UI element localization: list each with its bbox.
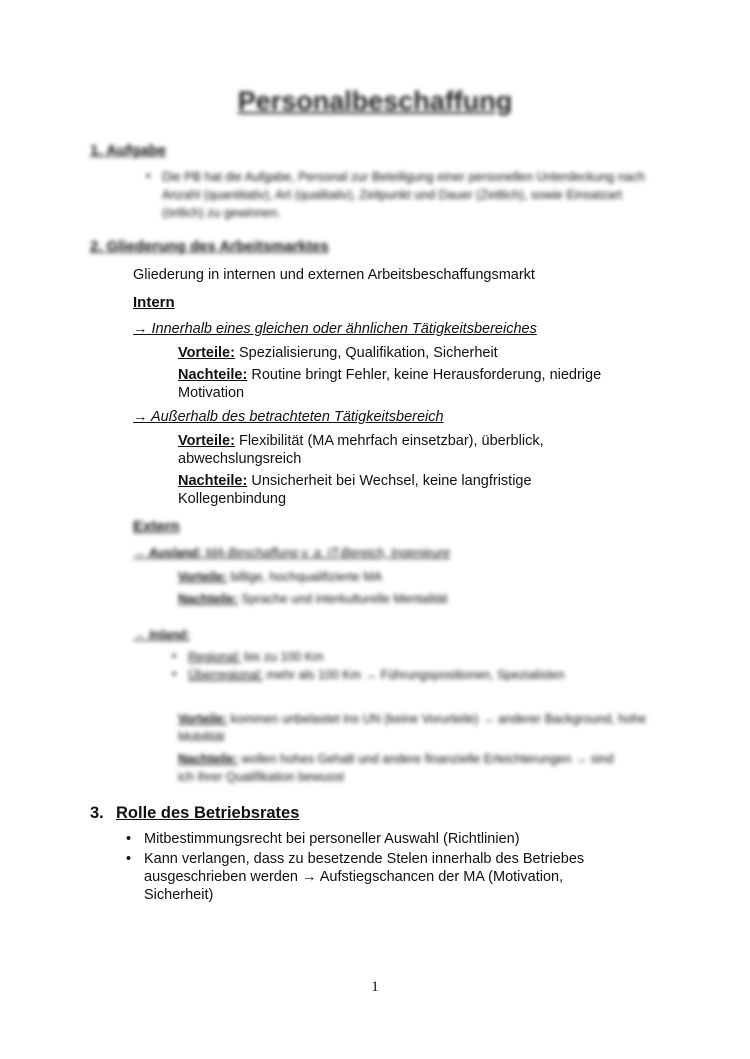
extern-label: Extern bbox=[133, 518, 180, 535]
section-1-text: • Die PB hat die Aufgabe, Personal zur Beteiligung einer personellen Unterdeckung nach Anzahl (quantitativ), Art (qualitativ), Zeitpunkt und Dauer (Zeitlich), sowie Einsatzart (örtlich) zu gewinnen. bbox=[146, 168, 651, 222]
section-1-heading: 1. Aufgabe bbox=[90, 142, 167, 159]
section-1-body bbox=[146, 168, 651, 222]
inland-vorteile: Vorteile: kommen unbelastet ins UN (keine Vorurteile) → anderer Background, hohe Mobilität bbox=[178, 712, 647, 744]
intern-b-nachteile-cont: Kollegenbindung bbox=[178, 491, 287, 507]
intern-b-vorteile: Vorteile: Flexibilität (MA mehrfach einsetzbar), überblick, bbox=[178, 433, 544, 449]
ausland-vorteile: Vorteile: billige, hochqualifizierte MA bbox=[178, 570, 383, 584]
inland-bullet-regional: • Regional: bis zu 100 Km bbox=[172, 648, 592, 666]
section-2-heading: 2. Gliederung des Arbeitsmarktes bbox=[90, 238, 329, 255]
intern-b-nachteile: Nachteile: Unsicherheit bei Wechsel, keine langfristige bbox=[178, 473, 532, 489]
ausland-nachteile: Nachteile: Sprache und interkulturelle Mentalität bbox=[178, 592, 448, 606]
intern-label: Intern bbox=[133, 294, 175, 311]
inland-line: → Inland: bbox=[133, 628, 190, 642]
intern-a-label: → Innerhalb eines gleichen oder ähnlichen Tätigkeitsbereiches bbox=[133, 321, 537, 337]
intern-a-nachteile-cont: Motivation bbox=[178, 385, 245, 401]
section-3-bullet-1: • Mitbestimmungsrecht bei personeller Auswahl (Richtlinien) bbox=[126, 831, 520, 847]
intern-a-vorteile: Vorteile: Spezialisierung, Qualifikation, Sicherheit bbox=[178, 345, 498, 361]
inland-bullets bbox=[172, 648, 592, 684]
inland-bullet-ueberregional: • Überregional: mehr als 100 Km → Führungspositionen, Spezialisten bbox=[172, 666, 592, 684]
intern-a-nachteile: Nachteile: Routine bringt Fehler, keine Herausforderung, niedrige bbox=[178, 367, 602, 383]
inland-nachteile: Nachteile: wollen hohes Gehalt und andere finanzielle Erleichterungen → sind ich ihrer Qualifikation bewusst bbox=[178, 752, 614, 784]
section-3-heading: 3. Rolle des Betriebsrates bbox=[90, 804, 300, 822]
section-3-bullet-2: • Kann verlangen, dass zu besetzende Stelen innerhalb des Betriebes bbox=[126, 851, 585, 867]
intern-b-label: → Außerhalb des betrachteten Tätigkeitsbereich bbox=[133, 409, 444, 425]
intern-b-vorteile-cont: abwechslungsreich bbox=[178, 451, 302, 467]
ausland-line: → Ausland: MA-Beschaffung v. a. IT-Bereich, Ingenieure bbox=[133, 546, 451, 560]
page-number: 1 bbox=[371, 979, 379, 995]
section-3-bullet-2-cont-1: ausgeschrieben werden → Aufstiegschancen der MA (Motivation, bbox=[144, 869, 564, 885]
section-2-intro: Gliederung in internen und externen Arbeitsbeschaffungsmarkt bbox=[133, 267, 535, 283]
page-title: Personalbeschaffung bbox=[237, 86, 513, 116]
section-3-bullet-2-cont-2: Sicherheit) bbox=[144, 887, 214, 903]
